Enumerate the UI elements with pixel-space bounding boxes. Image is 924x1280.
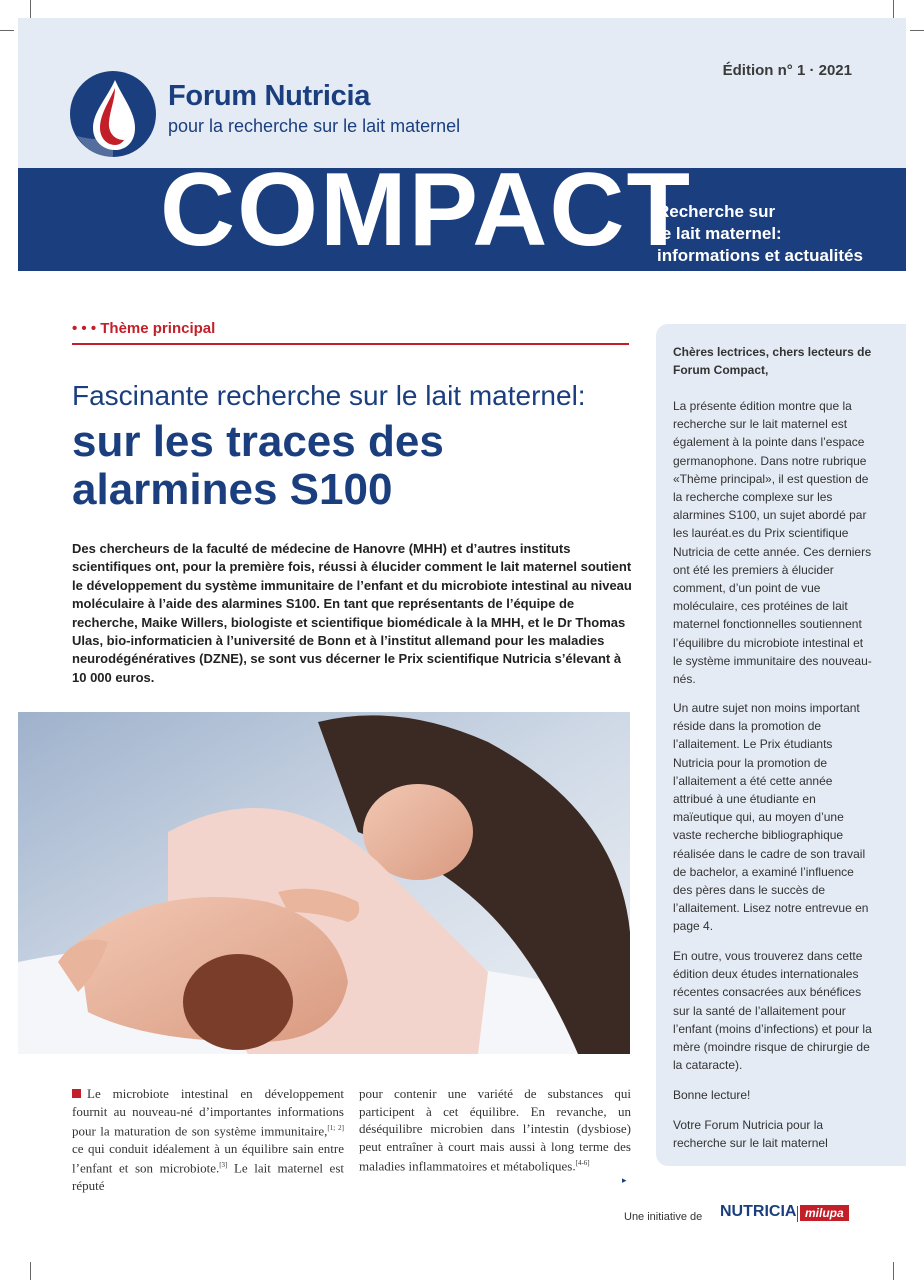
reference-marker: [4-6]	[575, 1159, 590, 1167]
banner-tagline	[657, 201, 863, 267]
article-headline: sur les traces des alarmines S100	[72, 417, 444, 514]
milupa-logo: milupa	[800, 1205, 849, 1221]
body-text: Le lait maternel est réputé	[72, 1160, 344, 1194]
body-text: ce qui conduit idéalement à un équilibre sain entre l’enfant et son microbiote.	[72, 1140, 344, 1176]
banner-tagline-line: Recherche sur	[657, 202, 776, 221]
editorial-paragraph: En outre, vous trouverez dans cette édition deux études internationales récentes consacrées aux bénéfices sur la santé de l’allaitement pour l’enfant (moins d’infections) et pour la mère (moindre risque de chirurgie de la cataracte).	[673, 949, 872, 1073]
body-text: Le microbiote intestinal en développement fournit au nouveau-né d’importantes informations pour la maturation de son système immunitaire,	[72, 1086, 344, 1139]
editorial-paragraph: Bonne lecture!	[673, 1088, 751, 1102]
initiative-label: Une initiative de	[624, 1211, 703, 1223]
breastfeeding-photo	[18, 712, 630, 1054]
article-lead: Des chercheurs de la faculté de médecine de Hanovre (MHH) et d’autres instituts scientifiques ont, pour la première fois, réussi à élucider comment le lait maternel soutient le développement du système immunitaire de l’enfant et du microbiote intestinal au niveau moléculaire à l’aide des alarmines S100. En tant que représentants de l’équipe de recherche, Maike Willers, biologiste et scientifique biomédicale à la MHH, et le Dr Thomas Ulas, bio-informaticien à l’université de Bonn et à l’institut allemand pour les maladies neurodégénératives (DZNE), se sont vus décerner le Prix scientifique Nutricia s’élevant à 10 000 euros.	[72, 541, 632, 685]
crop-mark	[910, 30, 924, 31]
brand-subtitle: pour la recherche sur le lait maternel	[168, 116, 461, 136]
editorial-signature: Votre Forum Nutricia pour la recherche sur le lait maternel	[673, 1118, 828, 1151]
logo-divider	[797, 1206, 798, 1222]
edition-label: Édition n° 1 · 2021	[722, 62, 852, 79]
reference-marker: [1; 2]	[327, 1124, 345, 1132]
article-kicker: Fascinante recherche sur le lait maternel:	[72, 380, 586, 411]
editorial-paragraph: Un autre sujet non moins important réside dans la promotion de l’allaitement. Le Prix étudiants Nutricia pour la promotion de l’allaitement a été cette année attribué à une étudiante en maïeutique qui, au moyen d’une vaste recherche bibliographique réalisée dans le cadre de son travail de bachelor, a examiné l’influence des pères dans le succès de l’allaitement. Lisez notre entrevue en page 4.	[673, 701, 869, 934]
bullet-square-icon	[72, 1089, 81, 1098]
brand-name: Forum Nutricia	[168, 80, 371, 112]
section-divider	[72, 343, 629, 345]
crop-mark	[30, 1262, 31, 1280]
forum-nutricia-logo-icon	[69, 70, 157, 158]
continue-arrow-icon: ▸	[622, 1175, 627, 1185]
reference-marker: [3]	[219, 1161, 228, 1170]
crop-mark	[0, 30, 14, 31]
section-label: • • • Thème principal	[72, 320, 216, 337]
body-text: pour contenir une variété de substances qui participent à cet équilibre. En revanche, un déséquilibre microbien dans l’intestin (dysbiose) peut entraîner à court mais aussi à long terme des maladies inflammatoires et métaboliques.	[359, 1086, 631, 1174]
publication-title: COMPACT	[160, 152, 693, 268]
banner-tagline-line: informations et actualités	[657, 246, 863, 265]
nutricia-logo: NUTRICIA	[720, 1203, 797, 1220]
editorial-greeting: Chères lectrices, chers lecteurs de Forum Compact,	[673, 345, 872, 378]
crop-mark	[893, 0, 894, 18]
banner-tagline-line: le lait maternel:	[657, 224, 782, 243]
crop-mark	[30, 0, 31, 18]
editorial-paragraph: La présente édition montre que la recherche sur le lait maternel est également à la pointe dans l’espace germanophone. Dans notre rubrique «Thème principal», il est question de la recherche complexe sur les alarmines S100, un sujet abordé par les lauréat.es du Prix scientifique Nutricia de cette année. Ces derniers ont été les premiers à élucider comment, d’un point de vue moléculaire, ces protéines de lait maternel fonctionnelles soutiennent l’équilibre du microbiote intestinal et le système immunitaire des nouveau-nés.	[673, 399, 872, 687]
article-body-column-1	[72, 1085, 344, 1195]
article-body-column-2	[359, 1085, 631, 1175]
crop-mark	[893, 1262, 894, 1280]
